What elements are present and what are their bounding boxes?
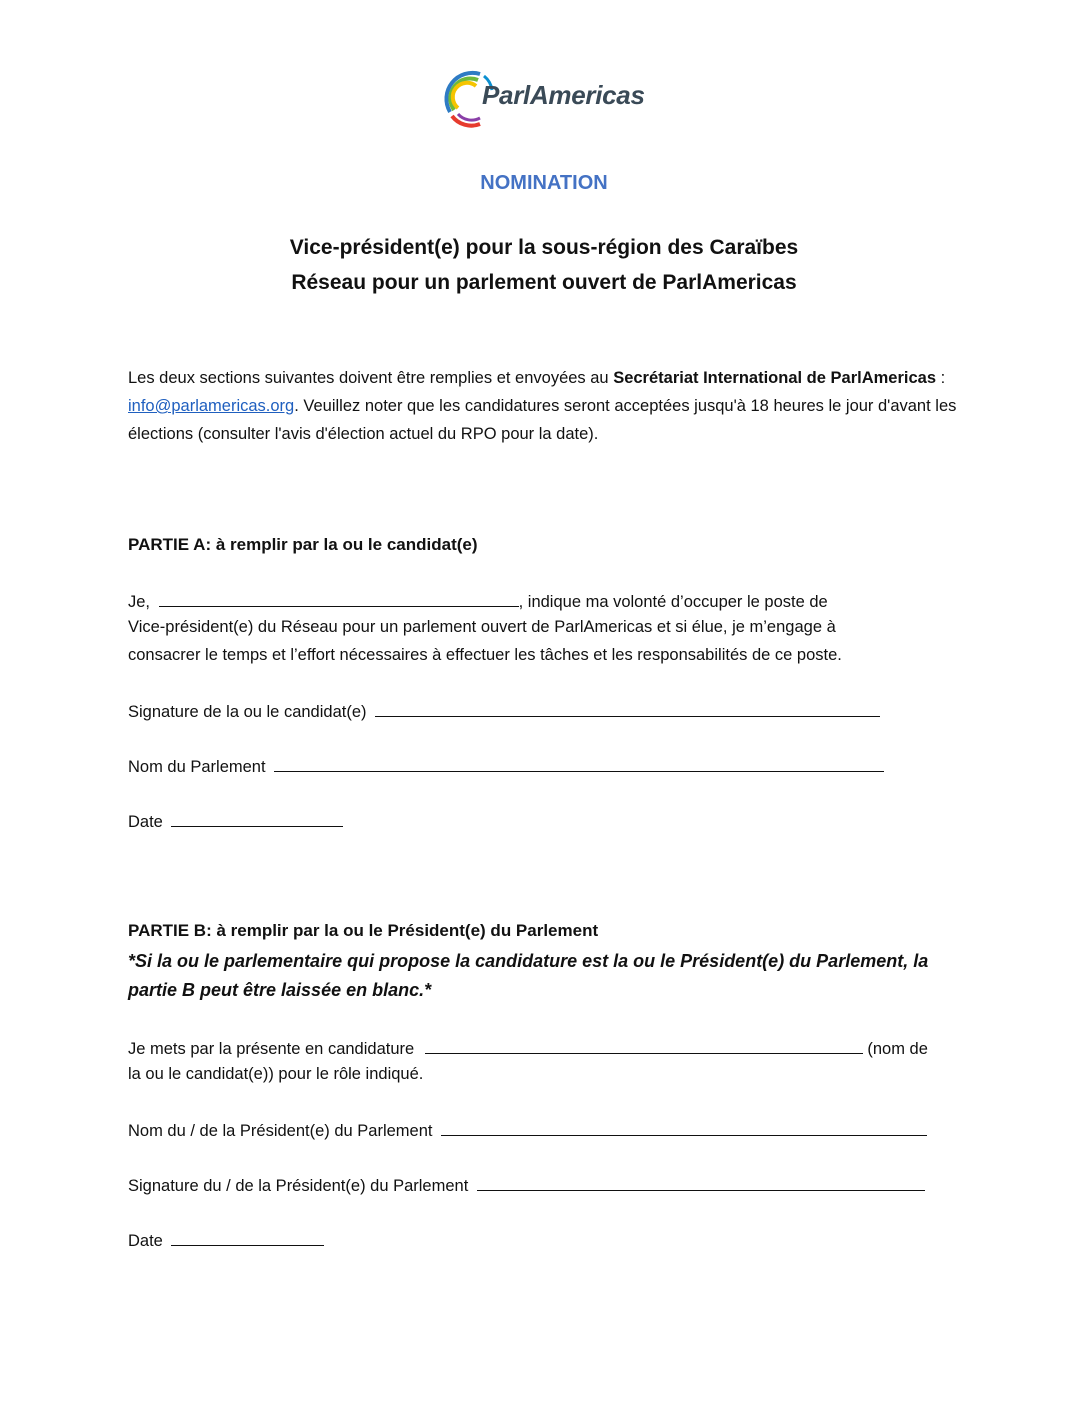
- president-name-label: Nom du / de la Président(e) du Parlement: [128, 1122, 433, 1140]
- parlamericas-logo: [440, 66, 660, 128]
- president-signature-label: Signature du / de la Président(e) du Parlement: [128, 1177, 469, 1195]
- president-name-field[interactable]: [441, 1119, 927, 1136]
- parliament-name-label: Nom du Parlement: [128, 758, 266, 776]
- email-link[interactable]: info@parlamericas.org: [128, 397, 295, 415]
- part-a-date-label: Date: [128, 813, 163, 831]
- candidate-name-field[interactable]: [159, 590, 519, 607]
- part-a-declaration-line-2: Vice-président(e) du Réseau pour un parlement ouvert de ParlAmericas et si élue, je m’engage à: [128, 618, 836, 636]
- parliament-name-row: [128, 755, 884, 777]
- intro-text-deadline: . Veuillez noter que les candidatures seront acceptées jusqu'à 18 heures le jour d'avant les élections (consulter l'avis d'élection actuel du RPO pour la date).: [128, 397, 957, 443]
- part-b-title: PARTIE B: à remplir par la ou le Président(e) du Parlement: [128, 921, 599, 940]
- je-suffix: , indique ma volonté d’occuper le poste de: [518, 593, 828, 611]
- subtitle-position: Vice-président(e) pour la sous-région des Caraïbes: [289, 236, 799, 259]
- document-title: NOMINATION: [480, 172, 608, 194]
- candidate-signature-row: [128, 700, 880, 722]
- president-name-row: [128, 1119, 927, 1141]
- president-signature-row: [128, 1174, 925, 1196]
- part-a-date-field[interactable]: [171, 810, 343, 827]
- logo-text: ParlAmericas: [482, 80, 645, 110]
- part-a-declaration-line-3: consacrer le temps et l’effort nécessaires à effectuer les tâches et les responsabilités de ce poste.: [128, 646, 842, 664]
- part-b-date-field[interactable]: [171, 1229, 324, 1246]
- nomination-line-2: la ou le candidat(e)) pour le rôle indiqué.: [128, 1065, 424, 1083]
- part-b-date-label: Date: [128, 1232, 163, 1250]
- intro-text: Les deux sections suivantes doivent être remplies et envoyées au: [128, 369, 614, 387]
- subtitle-network: Réseau pour un parlement ouvert de ParlAmericas: [291, 271, 797, 294]
- part-b-date-row: [128, 1229, 324, 1251]
- nominee-name-field[interactable]: [425, 1037, 863, 1054]
- part-a-title: PARTIE A: à remplir par la ou le candidat(e): [128, 535, 478, 554]
- part-b-note: *Si la ou le parlementaire qui propose la candidature est la ou le Président(e) du Parlement, la partie B peut être laissée en blanc.*: [128, 951, 929, 1000]
- part-a-date-row: [128, 810, 343, 832]
- nomination-suffix: (nom de: [867, 1040, 928, 1058]
- nomination-row: [128, 1037, 928, 1059]
- intro-colon: :: [936, 369, 946, 387]
- nomination-label: Je mets par la présente en candidature: [128, 1040, 415, 1058]
- intro-secretariat: Secrétariat International de ParlAmericas: [613, 369, 937, 387]
- candidate-signature-field[interactable]: [375, 700, 880, 717]
- parliament-name-field[interactable]: [274, 755, 884, 772]
- president-signature-field[interactable]: [477, 1174, 925, 1191]
- candidate-signature-label: Signature de la ou le candidat(e): [128, 703, 367, 721]
- part-a-declaration-line-1: [128, 590, 828, 612]
- intro-paragraph: [128, 364, 960, 448]
- je-label: Je,: [128, 593, 151, 611]
